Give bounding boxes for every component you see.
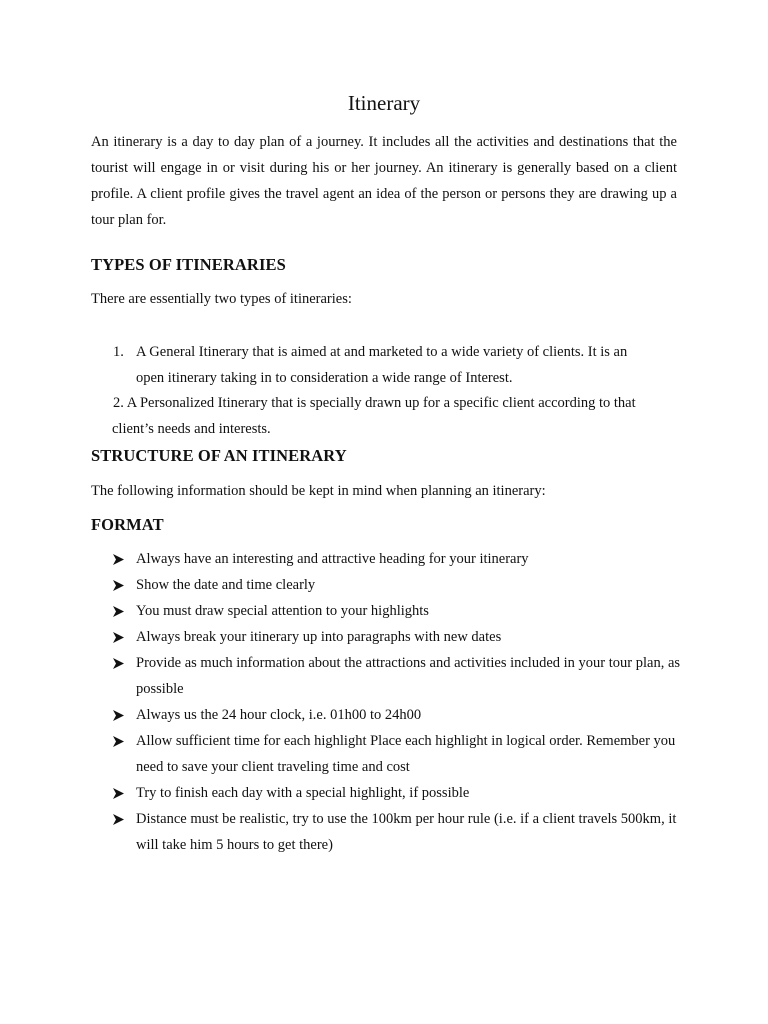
- arrow-bullet-icon: [113, 780, 125, 806]
- arrow-bullet-icon: [113, 702, 125, 728]
- bullet-text: Allow sufficient time for each highlight Place each highlight in logical order. Remember you need to save your client traveling time and cost: [136, 733, 676, 775]
- list-item-text-line2: open itinerary taking in to consideration a wide range of Interest.: [136, 370, 513, 386]
- structure-intro: The following information should be kept in mind when planning an itinerary:: [91, 483, 546, 499]
- bullet-text: Always break your itinerary up into paragraphs with new dates: [136, 629, 502, 645]
- types-list-item: [113, 339, 693, 391]
- intro-paragraph: An itinerary is a day to day plan of a journey. It includes all the activities and destinations that the tourist will engage in or visit during his or her journey. An itinerary is generally based on a client profile. A client profile gives the travel agent an idea of the person or persons they are drawing up a tour plan for.: [91, 134, 677, 228]
- types-heading: TYPES OF ITINERARIES: [91, 255, 286, 274]
- arrow-bullet-icon: [113, 650, 125, 676]
- bullet-text: Provide as much information about the attractions and activities included in your tour plan, as possible: [136, 655, 681, 697]
- bullet-item: [113, 650, 693, 702]
- list-number: 1.: [113, 344, 124, 360]
- bullet-item: [113, 702, 693, 728]
- structure-heading: STRUCTURE OF AN ITINERARY: [91, 446, 347, 465]
- arrow-bullet-icon: [113, 546, 125, 572]
- types-intro: There are essentially two types of itineraries:: [91, 291, 352, 307]
- bullet-text: Always have an interesting and attractive heading for your itinerary: [136, 551, 529, 567]
- bullet-text: Distance must be realistic, try to use the 100km per hour rule (i.e. if a client travels 500km, it will take him 5 hours to get there): [136, 811, 677, 853]
- arrow-bullet-icon: [113, 598, 125, 624]
- format-heading: FORMAT: [91, 515, 164, 534]
- arrow-bullet-icon: [113, 572, 125, 598]
- document-title: Itinerary: [347, 91, 421, 115]
- list-item-text-line2: client’s needs and interests.: [112, 421, 271, 437]
- bullet-item: [113, 598, 693, 624]
- bullet-item: [113, 780, 693, 806]
- arrow-bullet-icon: [113, 806, 125, 832]
- bullet-text: Show the date and time clearly: [136, 577, 316, 593]
- bullet-text: Always us the 24 hour clock, i.e. 01h00 to 24h00: [136, 707, 422, 723]
- bullet-item: [113, 572, 693, 598]
- bullet-item: [113, 624, 693, 650]
- arrow-bullet-icon: [113, 624, 125, 650]
- format-bullet-list: [113, 546, 693, 858]
- list-item-text-line1: 2. A Personalized Itinerary that is specially drawn up for a specific client according to that: [113, 395, 636, 411]
- list-item-text-line1: A General Itinerary that is aimed at and marketed to a wide variety of clients. It is an: [136, 344, 628, 360]
- bullet-text: Try to finish each day with a special highlight, if possible: [136, 785, 470, 801]
- bullet-item: [113, 546, 693, 572]
- bullet-item: [113, 806, 693, 858]
- bullet-text: You must draw special attention to your highlights: [136, 603, 429, 619]
- bullet-item: [113, 728, 693, 780]
- types-list-item: [113, 390, 693, 442]
- arrow-bullet-icon: [113, 728, 125, 754]
